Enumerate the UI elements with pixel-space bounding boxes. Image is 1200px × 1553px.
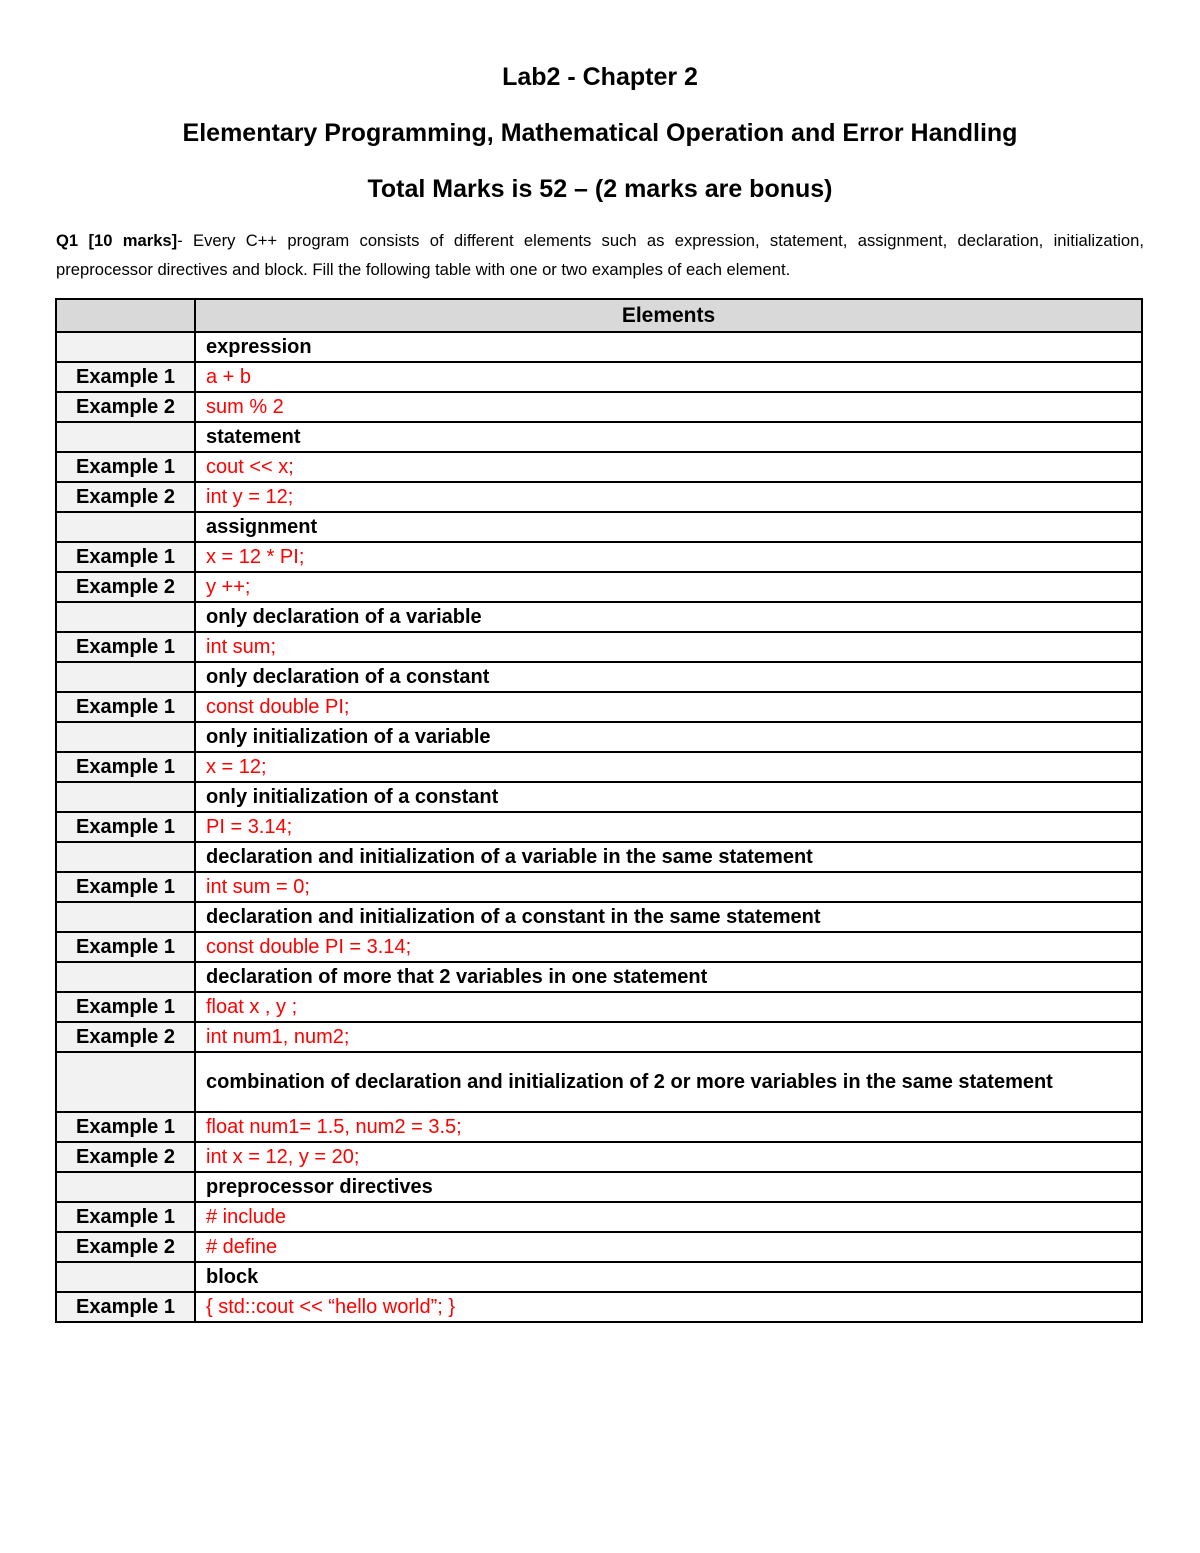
table-row xyxy=(56,512,1142,542)
example-label: Example 1 xyxy=(56,1292,195,1322)
example-label: Example 2 xyxy=(56,1142,195,1172)
example-label: Example 2 xyxy=(56,1022,195,1052)
example-label: Example 1 xyxy=(56,362,195,392)
element-category: only initialization of a variable xyxy=(195,722,1142,752)
table-row xyxy=(56,902,1142,932)
category-spacer xyxy=(56,602,195,632)
table-row xyxy=(56,1142,1142,1172)
example-code: int sum; xyxy=(195,632,1142,662)
example-label: Example 1 xyxy=(56,872,195,902)
element-category: preprocessor directives xyxy=(195,1172,1142,1202)
table-row xyxy=(56,482,1142,512)
lab-title: Lab2 - Chapter 2 xyxy=(502,63,698,91)
example-label: Example 1 xyxy=(56,992,195,1022)
table-row xyxy=(56,1112,1142,1142)
example-code: x = 12 * PI; xyxy=(195,542,1142,572)
table-row xyxy=(56,782,1142,812)
category-spacer xyxy=(56,332,195,362)
example-code: int sum = 0; xyxy=(195,872,1142,902)
table-row xyxy=(56,962,1142,992)
question-body: - Every C++ program consists of different elements such as expression, statement, assignment, declaration, initialization, preprocessor directives and block. Fill the following table with one or two examples of each element. xyxy=(56,231,1144,279)
example-code: int num1, num2; xyxy=(195,1022,1142,1052)
table-row xyxy=(56,422,1142,452)
table-row xyxy=(56,332,1142,362)
table-row xyxy=(56,362,1142,392)
element-category: only declaration of a constant xyxy=(195,662,1142,692)
example-label: Example 1 xyxy=(56,542,195,572)
category-spacer xyxy=(56,1052,195,1112)
table-row xyxy=(56,692,1142,722)
example-label: Example 1 xyxy=(56,812,195,842)
table-row xyxy=(56,1202,1142,1232)
example-label: Example 2 xyxy=(56,482,195,512)
table-row xyxy=(56,1172,1142,1202)
element-category: declaration and initialization of a constant in the same statement xyxy=(195,902,1142,932)
category-spacer xyxy=(56,782,195,812)
category-spacer xyxy=(56,512,195,542)
question-text xyxy=(56,226,1144,284)
table-row xyxy=(56,662,1142,692)
example-label: Example 1 xyxy=(56,632,195,662)
header-elements: Elements xyxy=(195,299,1142,332)
category-spacer xyxy=(56,842,195,872)
table-row xyxy=(56,752,1142,782)
element-category: block xyxy=(195,1262,1142,1292)
example-code: x = 12; xyxy=(195,752,1142,782)
table-row xyxy=(56,812,1142,842)
example-label: Example 1 xyxy=(56,1112,195,1142)
example-code: float x , y ; xyxy=(195,992,1142,1022)
element-category: declaration and initialization of a variable in the same statement xyxy=(195,842,1142,872)
table-row xyxy=(56,572,1142,602)
example-label: Example 1 xyxy=(56,932,195,962)
example-label: Example 1 xyxy=(56,452,195,482)
table-body xyxy=(56,332,1142,1322)
chapter-title: Elementary Programming, Mathematical Operation and Error Handling xyxy=(182,119,1018,147)
element-category: declaration of more that 2 variables in one statement xyxy=(195,962,1142,992)
category-spacer xyxy=(56,722,195,752)
example-code: int y = 12; xyxy=(195,482,1142,512)
element-category: assignment xyxy=(195,512,1142,542)
example-code: # define xyxy=(195,1232,1142,1262)
table-row xyxy=(56,722,1142,752)
category-spacer xyxy=(56,1172,195,1202)
table-row xyxy=(56,602,1142,632)
element-category: only declaration of a variable xyxy=(195,602,1142,632)
table-row xyxy=(56,1022,1142,1052)
example-label: Example 1 xyxy=(56,1202,195,1232)
example-code: a + b xyxy=(195,362,1142,392)
total-marks: Total Marks is 52 – (2 marks are bonus) xyxy=(367,175,833,203)
question-label: Q1 [10 marks] xyxy=(56,231,178,250)
element-category: statement xyxy=(195,422,1142,452)
category-spacer xyxy=(56,422,195,452)
category-spacer xyxy=(56,902,195,932)
table-row xyxy=(56,1262,1142,1292)
example-code: { std::cout << “hello world”; } xyxy=(195,1292,1142,1322)
table-row xyxy=(56,842,1142,872)
table-row xyxy=(56,542,1142,572)
elements-table xyxy=(55,298,1143,1323)
table-row xyxy=(56,932,1142,962)
example-label: Example 1 xyxy=(56,692,195,722)
table-row xyxy=(56,1052,1142,1112)
example-code: y ++; xyxy=(195,572,1142,602)
table-row xyxy=(56,1232,1142,1262)
example-label: Example 2 xyxy=(56,572,195,602)
example-code: # include xyxy=(195,1202,1142,1232)
example-code: int x = 12, y = 20; xyxy=(195,1142,1142,1172)
example-label: Example 1 xyxy=(56,752,195,782)
table-row xyxy=(56,632,1142,662)
table-header-row xyxy=(56,299,1142,332)
category-spacer xyxy=(56,662,195,692)
table-row xyxy=(56,992,1142,1022)
example-code: PI = 3.14; xyxy=(195,812,1142,842)
table-row xyxy=(56,452,1142,482)
example-label: Example 2 xyxy=(56,1232,195,1262)
category-spacer xyxy=(56,962,195,992)
table-row xyxy=(56,872,1142,902)
table-row xyxy=(56,392,1142,422)
example-code: float num1= 1.5, num2 = 3.5; xyxy=(195,1112,1142,1142)
example-code: const double PI = 3.14; xyxy=(195,932,1142,962)
example-code: cout << x; xyxy=(195,452,1142,482)
table-row xyxy=(56,1292,1142,1322)
example-label: Example 2 xyxy=(56,392,195,422)
header-blank-cell xyxy=(56,299,195,332)
document-header xyxy=(0,58,1200,208)
example-code: sum % 2 xyxy=(195,392,1142,422)
element-category: only initialization of a constant xyxy=(195,782,1142,812)
category-spacer xyxy=(56,1262,195,1292)
element-category: expression xyxy=(195,332,1142,362)
element-category: combination of declaration and initialization of 2 or more variables in the same statement xyxy=(195,1052,1142,1112)
example-code: const double PI; xyxy=(195,692,1142,722)
